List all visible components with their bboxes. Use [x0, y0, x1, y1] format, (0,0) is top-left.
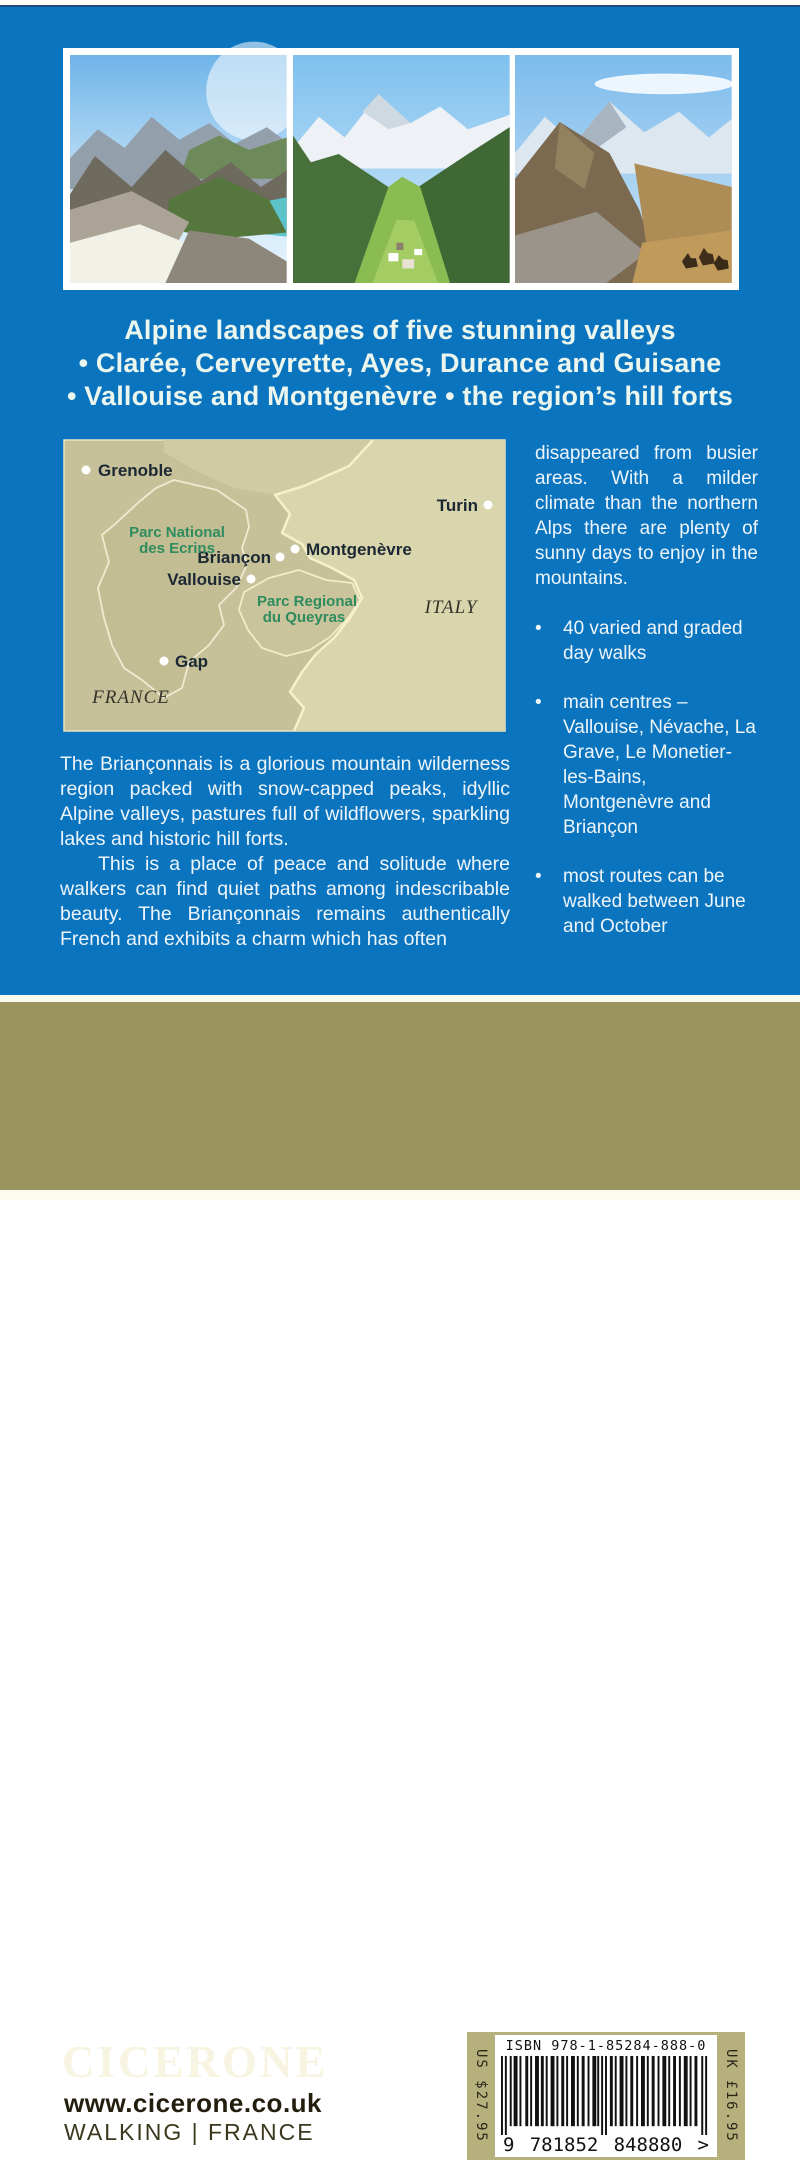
- headline-line-1: Alpine landscapes of five stunning valleys: [124, 315, 676, 345]
- photo-frame: [63, 48, 739, 290]
- map-country-france: FRANCE: [92, 687, 170, 708]
- map-dot-briancon: [276, 553, 285, 562]
- barcode-digits-right: 848880: [613, 2134, 683, 2156]
- bottom-edge-strip: [0, 1190, 800, 1200]
- price-uk: UK £16.95: [723, 2049, 739, 2143]
- price-us: US $27.95: [473, 2049, 489, 2143]
- bullet-marker: •: [535, 618, 542, 639]
- barcode-arrow: >: [697, 2134, 709, 2156]
- map-dot-grenoble: [82, 466, 91, 475]
- right-column-paragraph: disappeared from busier areas. With a milder climate than the northern Alps there are plenty of sunny days to enjoy in the mountains.: [535, 443, 758, 589]
- top-edge-line: [0, 5, 800, 7]
- bullet-text-1: 40 varied and graded day walks: [563, 618, 743, 664]
- barcode: [467, 2032, 745, 2160]
- right-column: [535, 441, 758, 963]
- bullet-marker: •: [535, 866, 542, 887]
- category-label: WALKING | FRANCE: [64, 2119, 315, 2145]
- map-park-ecrins-line1: Parc National: [129, 524, 225, 541]
- map-dot-gap: [160, 657, 169, 666]
- bullet-item-1: [535, 616, 758, 666]
- map-city-turin: Turin: [436, 496, 478, 515]
- divider-line: [0, 995, 800, 1002]
- map-city-vallouise: Vallouise: [167, 570, 241, 589]
- region-map: [64, 440, 505, 731]
- map-park-queyras-line2: du Queyras: [262, 609, 346, 626]
- map-dot-turin: [484, 501, 493, 510]
- headline-line-2: • Clarée, Cerveyrette, Ayes, Durance and Guisane: [78, 348, 722, 378]
- cover-photo-valley-village: [293, 55, 510, 283]
- bullet-text-3: most routes can be walked between June and October: [563, 866, 746, 937]
- barcode-digit-left: 9: [503, 2134, 515, 2156]
- map-city-gap: Gap: [175, 652, 209, 671]
- bullet-text-2: main centres – Vallouise, Névache, La Grave, Le Monetier-les-Bains, Montgenèvre and Briançon: [563, 692, 756, 838]
- description-block: [60, 752, 510, 952]
- barcode-digits: [501, 2135, 711, 2155]
- headline-block: [0, 314, 800, 413]
- publisher-website: www.cicerone.co.uk: [64, 2088, 323, 2118]
- headline-line-3: • Vallouise and Montgenèvre • the region’s hill forts: [66, 381, 734, 411]
- map-park-queyras-line1: Parc Regional: [256, 593, 358, 610]
- bullet-item-2: [535, 690, 758, 840]
- bullet-item-3: [535, 864, 758, 939]
- map-dot-montgenevre: [291, 545, 300, 554]
- barcode-digits-mid: 781852: [529, 2134, 599, 2156]
- isbn-label: ISBN 978-1-85284-888-0: [505, 2038, 707, 2054]
- bullet-marker: •: [535, 692, 542, 713]
- map-city-montgenevre: Montgenèvre: [306, 540, 412, 559]
- map-city-briancon: Briançon: [197, 548, 271, 567]
- map-city-grenoble: Grenoble: [98, 461, 173, 480]
- map-country-italy: ITALY: [424, 597, 478, 618]
- cover-photo-lake-peaks: [70, 55, 287, 283]
- cover-photo-ridge-ibex: [515, 55, 732, 283]
- map-dot-vallouise: [247, 575, 256, 584]
- description-paragraph-1: The Briançonnais is a glorious mountain wilderness region packed with snow-capped peaks, idyllic Alpine valleys, pastures full of wildflowers, sparkling lakes and historic hill forts.: [60, 753, 510, 850]
- description-paragraph-2: This is a place of peace and solitude where walkers can find quiet paths among indescribable beauty. The Briançonnais remains authentically French and exhibits a charm which has often: [60, 853, 510, 950]
- map-park-ecrins-line2: des Ecrins: [139, 540, 215, 557]
- barcode-inner: [495, 2035, 717, 2157]
- publisher-band: [0, 1002, 800, 2156]
- barcode-bars: [501, 2056, 711, 2137]
- cicerone-logo: CICERONE: [62, 2037, 329, 2087]
